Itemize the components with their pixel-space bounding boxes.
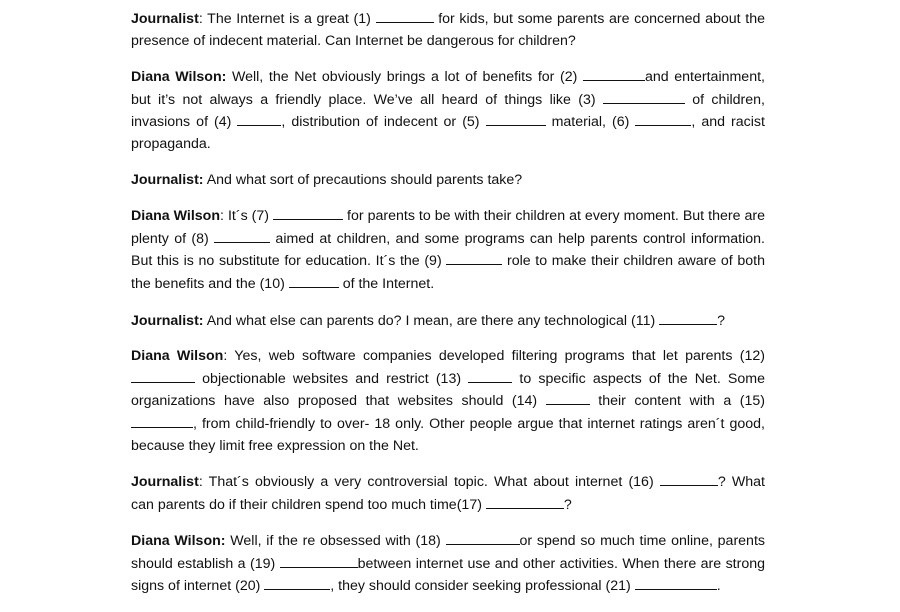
dialogue-paragraph xyxy=(131,66,765,155)
speaker-name: Journalist xyxy=(131,11,199,27)
dialogue-text: , distribution of indecent or (5) xyxy=(281,114,486,131)
answer-blank xyxy=(486,111,546,126)
answer-blank xyxy=(280,553,358,568)
speaker-separator: : xyxy=(220,208,224,225)
answer-blank xyxy=(468,368,512,383)
dialogue-text: . xyxy=(716,578,721,595)
dialogue-text: Well, the Net obviously brings a lot of benefits for (2) xyxy=(226,69,583,86)
dialogue-text: ? xyxy=(563,496,572,513)
dialogue-text: role to make their children aware of both the benefits and the (10) xyxy=(131,253,765,292)
dialogue-text: for parents to be with their children at every moment. But there are plenty of (8) xyxy=(131,208,765,247)
dialogue-text: ? What can parents do if their children spend too much time(17) xyxy=(131,474,765,513)
speaker-name: Journalist: xyxy=(131,312,204,329)
answer-blank xyxy=(635,575,717,590)
answer-blank xyxy=(131,368,195,383)
dialogue-text: to specific aspects of the Net. Some organizations have also proposed that websites should (14) xyxy=(131,370,765,410)
dialogue-paragraph xyxy=(131,170,765,192)
dialogue-paragraph xyxy=(131,310,765,333)
dialogue-paragraph xyxy=(131,471,765,516)
dialogue-text: of the Internet. xyxy=(338,275,435,292)
dialogue-document xyxy=(131,8,765,612)
answer-blank xyxy=(583,66,645,81)
dialogue-text: of children, invasions of (4) xyxy=(131,91,765,131)
dialogue-text: and entertainment, but it’s not always a friendly place. We’ve all heard of things like (3) xyxy=(131,69,765,108)
answer-blank xyxy=(237,111,281,126)
answer-blank xyxy=(273,205,343,220)
speaker-name: Diana Wilson: xyxy=(131,533,226,550)
speaker-separator: : xyxy=(198,11,203,27)
answer-blank xyxy=(486,494,564,509)
dialogue-text: Well, if the re obsessed with (18) xyxy=(225,533,446,550)
speaker-name: Diana Wilson: xyxy=(131,69,227,86)
dialogue-paragraph xyxy=(131,346,765,457)
speaker-name: Diana Wilson xyxy=(131,208,221,225)
answer-blank xyxy=(603,89,685,104)
answer-blank xyxy=(289,273,339,288)
dialogue-text: That´s obviously a very controversial topic. What about internet (16) xyxy=(202,474,660,491)
answer-blank xyxy=(446,530,520,545)
speaker-name: Journalist: xyxy=(131,171,204,188)
answer-blank xyxy=(659,310,717,325)
speaker-separator: : xyxy=(223,348,228,365)
dialogue-text: their content with a (15) xyxy=(589,393,765,410)
dialogue-paragraph xyxy=(131,530,765,598)
speaker-name: Diana Wilson xyxy=(131,348,224,365)
dialogue-text: , and racist propaganda. xyxy=(131,114,765,152)
dialogue-text: And what sort of precautions should parents take? xyxy=(203,171,523,188)
answer-blank xyxy=(376,8,434,23)
dialogue-text: ? xyxy=(717,312,726,329)
speaker-separator: : xyxy=(198,474,203,491)
dialogue-text: objectionable websites and restrict (13) xyxy=(195,370,469,387)
dialogue-paragraph xyxy=(131,205,765,295)
dialogue-text: It´s (7) xyxy=(223,208,274,225)
answer-blank xyxy=(546,390,590,405)
answer-blank xyxy=(264,575,330,590)
dialogue-text: , they should consider seeking professional (21) xyxy=(330,578,635,595)
dialogue-text: The Internet is a great (1) xyxy=(202,11,376,27)
dialogue-text: for kids, but some parents are concerned about the presence of indecent material. Can Internet be dangerous for children? xyxy=(131,11,765,49)
dialogue-paragraph xyxy=(131,8,765,52)
dialogue-text: aimed at children, and some programs can help parents control information. But this is no substitute for education. It´s the (9) xyxy=(131,230,765,270)
dialogue-text: , from child-friendly to over- 18 only. Other people argue that internet ratings aren´t good, because they limit free expression on the Net. xyxy=(131,415,765,454)
answer-blank xyxy=(446,250,502,265)
answer-blank xyxy=(214,228,270,243)
speaker-name: Journalist xyxy=(131,474,199,491)
answer-blank xyxy=(131,413,193,428)
dialogue-text: Yes, web software companies developed filtering programs that let parents (12) xyxy=(227,348,765,365)
dialogue-text: or spend so much time online, parents should establish a (19) xyxy=(131,533,765,572)
answer-blank xyxy=(635,111,691,126)
dialogue-text: material, (6) xyxy=(545,114,636,131)
dialogue-text: And what else can parents do? I mean, are there any technological (11) xyxy=(203,312,660,329)
dialogue-text: between internet use and other activities. When there are strong signs of internet (20) xyxy=(131,555,765,595)
answer-blank xyxy=(660,471,718,486)
